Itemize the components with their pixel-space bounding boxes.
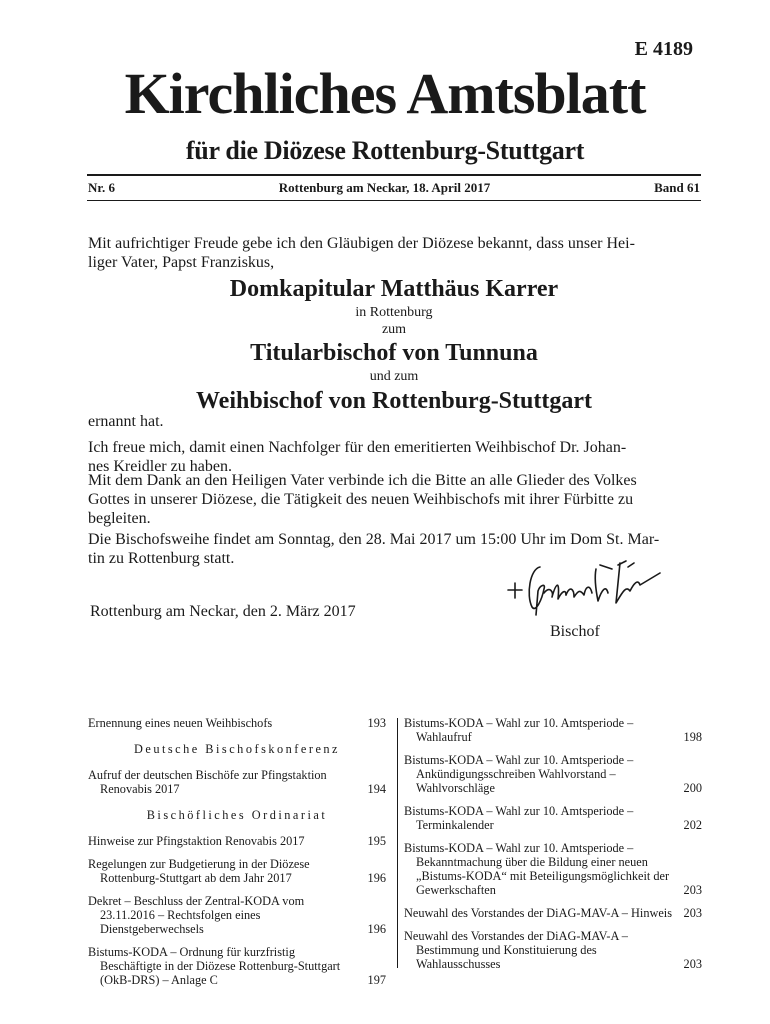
toc-column-divider [397, 718, 398, 968]
header-rule-top [87, 174, 701, 176]
paragraph-consecration: Die Bischofsweihe findet am Sonntag, den 28. Mai 2017 um 15:00 Uhr im Dom St. Mar- tin zu Rottenburg statt. [88, 531, 660, 567]
bishop-signature [500, 555, 670, 620]
appointed-text: ernannt hat. [88, 413, 164, 430]
header-rule-bottom [87, 200, 701, 201]
masthead-subtitle: für die Diözese Rottenburg-Stuttgart [185, 136, 585, 165]
toc-entry[interactable]: Bistums-KODA – Wahl zur 10. Amtsperiode – Ankündigungsschreiben Wahlvorstand – Wahlvorschläge 200 [404, 753, 702, 795]
publication-code: E 4189 [634, 38, 693, 60]
issue-place-date: Rottenburg am Neckar, 18. April 2017 [278, 180, 491, 195]
appointee-location: in Rottenburg [355, 305, 433, 320]
toc-entry[interactable]: Bistums-KODA – Wahl zur 10. Amtsperiode – Wahlaufruf 198 [404, 716, 702, 744]
issue-number: Nr. 6 [88, 180, 115, 195]
toc-entry[interactable]: Bistums-KODA – Wahl zur 10. Amtsperiode – Bekanntmachung über die Bildung einer neuen „Bistums-KODA“ mit Beteiligungsmöglichkeit der Gewerkschaften 203 [404, 841, 702, 897]
paragraph-successor: Ich freue mich, damit einen Nachfolger für den emeritierten Weihbischof Dr. Johan- nes Kreidler zu haben. [88, 439, 627, 475]
paragraph-thanks: Mit dem Dank an den Heiligen Vater verbinde ich die Bitte an alle Glieder des Volkes Gottes in unserer Diözese, die Tätigkeit des neuen Weihbischofs mit ihrer Fürbitte zu begleiten. [88, 472, 637, 527]
toc-entry[interactable]: Bistums-KODA – Ordnung für kurzfristig Beschäftigte in der Diözese Rottenburg-Stuttgart (OkB-DRS) – Anlage C 197 [88, 945, 386, 987]
toc-entry[interactable]: Neuwahl des Vorstandes der DiAG-MAV-A – Hinweis 203 [404, 906, 702, 920]
closing-place-date: Rottenburg am Neckar, den 2. März 2017 [90, 603, 356, 620]
toc-right-column [404, 716, 702, 980]
issue-info-row [88, 180, 700, 196]
appointee-name: Domkapitular Matthäus Karrer [229, 276, 559, 302]
zum-text: zum [381, 322, 407, 337]
toc-entry[interactable]: Ernennung eines neuen Weihbischofs 193 [88, 716, 386, 730]
titular-bishop-title: Titularbischof von Tunnuna [250, 340, 538, 366]
issue-volume: Band 61 [654, 180, 700, 195]
toc-entry[interactable]: Dekret – Beschluss der Zentral-KODA vom 23.11.2016 – Rechtsfolgen eines Dienstgeberwechsels 196 [88, 894, 386, 936]
masthead-title: Kirchliches Amtsblatt [124, 61, 646, 126]
toc-section-heading-dbk: Deutsche Bischofskonferenz [133, 742, 341, 756]
intro-paragraph: Mit aufrichtiger Freude gebe ich den Gläubigen der Diözese bekannt, dass unser Hei- liger Vater, Papst Franziskus, [88, 235, 635, 271]
auxiliary-bishop-title: Weihbischof von Rottenburg-Stuttgart [195, 388, 592, 414]
toc-entry[interactable]: Hinweise zur Pfingstaktion Renovabis 2017 195 [88, 834, 386, 848]
toc-entry[interactable]: Regelungen zur Budgetierung in der Diözese Rottenburg-Stuttgart ab dem Jahr 2017 196 [88, 857, 386, 885]
toc-left-column [88, 716, 386, 996]
toc-entry[interactable]: Neuwahl des Vorstandes der DiAG-MAV-A – Bestimmung und Konstituierung des Wahlausschusses 203 [404, 929, 702, 971]
signer-title: Bischof [550, 623, 600, 640]
und-zum-text: und zum [369, 369, 419, 384]
toc-entry[interactable]: Aufruf der deutschen Bischöfe zur Pfingstaktion Renovabis 2017 194 [88, 768, 386, 796]
toc-entry[interactable]: Bistums-KODA – Wahl zur 10. Amtsperiode – Terminkalender 202 [404, 804, 702, 832]
toc-section-heading-bo: Bischöfliches Ordinariat [146, 808, 328, 822]
